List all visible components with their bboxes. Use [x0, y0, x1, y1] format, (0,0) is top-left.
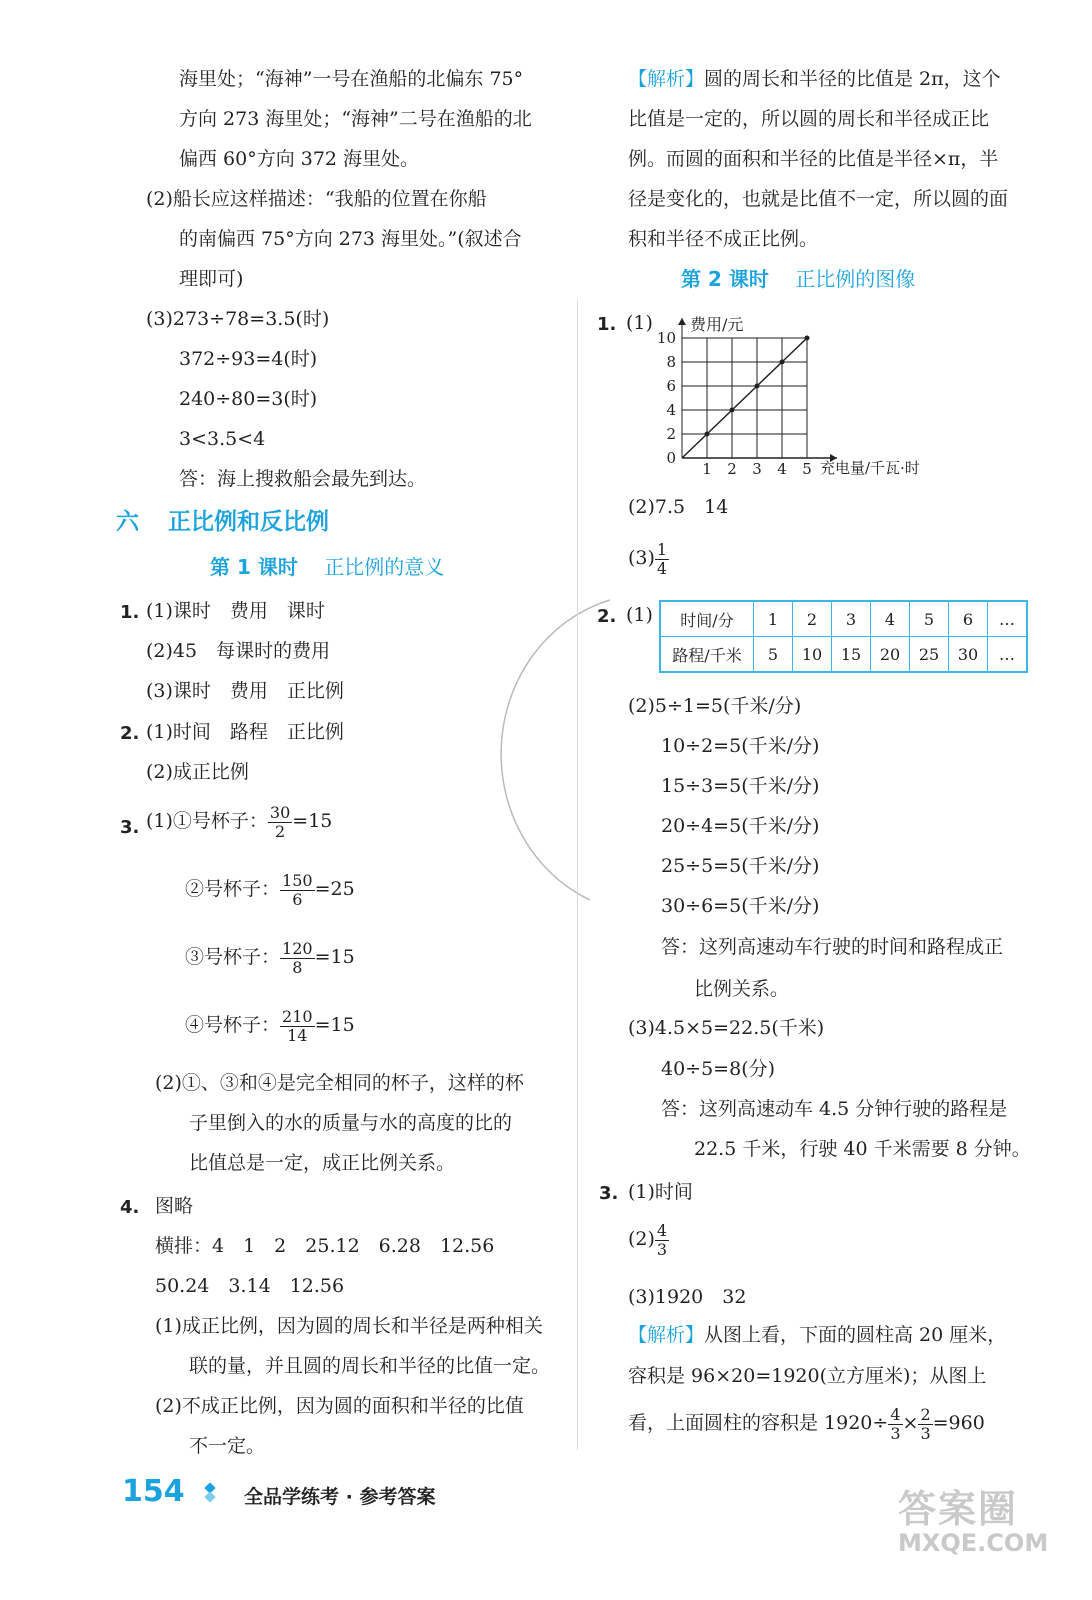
text-line: 10÷2=5(千米/分)	[661, 735, 820, 757]
text-line: 不一定。	[189, 1435, 266, 1457]
x-tick-label: 3	[752, 460, 762, 478]
text-line: 比值总是一定，成正比例关系。	[189, 1152, 456, 1174]
text-line: 偏西 60°方向 372 海里处。	[179, 148, 420, 170]
y-axis-arrow	[678, 318, 686, 325]
diamond-icon	[200, 1482, 222, 1504]
table-cell: 4	[871, 601, 910, 637]
text-line: (2)成正比例	[146, 761, 249, 783]
question-number: 2.	[597, 606, 617, 627]
question-number: 1.	[597, 314, 617, 335]
question-number: 1.	[120, 602, 140, 623]
question-number: 2.	[120, 723, 140, 744]
y-tick-label: 10	[656, 329, 676, 347]
x-tick-label: 5	[802, 460, 812, 478]
y-tick-label: 6	[666, 377, 676, 395]
table-cell: 6	[949, 601, 988, 637]
text-line: 子里倒入的水的质量与水的高度的比的	[189, 1112, 513, 1134]
table-cell: …	[988, 637, 1028, 673]
table-cell: 20	[871, 637, 910, 673]
text-line: 22.5 千米，行驶 40 千米需要 8 分钟。	[694, 1138, 1031, 1160]
table-cell: 3	[832, 601, 871, 637]
fraction: $\frac{120}{8}$	[282, 939, 313, 977]
lesson-title: 正比例的意义	[324, 555, 445, 579]
lesson-number: 第 2 课时	[681, 267, 769, 291]
y-axis-label: 费用/元	[690, 315, 744, 334]
table-cell: 1	[754, 601, 793, 637]
fraction: $\frac{4}{3}$	[656, 1221, 668, 1259]
table-header-cell: 时间/分	[660, 601, 754, 637]
text-line: 20÷4=5(千米/分)	[661, 815, 820, 837]
lesson-heading	[210, 557, 444, 577]
fraction: $\frac{1}{4}$	[656, 540, 668, 578]
table-cell: 25	[910, 637, 949, 673]
text-line: 积和半径不成正比例。	[628, 228, 819, 250]
text-line: 25÷5=5(千米/分)	[661, 855, 820, 877]
text-line: (3)273÷78=3.5(时)	[146, 308, 330, 330]
text-line: 372÷93=4(时)	[179, 348, 318, 370]
column-divider	[577, 300, 578, 1450]
data-point	[730, 408, 735, 413]
text-line: 例。而圆的面积和半径的比值是半径×π，半	[628, 148, 999, 170]
y-tick-label: 4	[666, 401, 676, 419]
table-cell: 30	[949, 637, 988, 673]
text-line: 30÷6=5(千米/分)	[661, 895, 820, 917]
time-distance-table	[659, 600, 1028, 673]
text-line: (2)船长应这样描述：“我船的位置在你船	[146, 188, 487, 210]
fraction: $\frac{2}{3}$	[920, 1405, 931, 1443]
text-line: 3<3.5<4	[179, 428, 266, 450]
table-cell: 2	[793, 601, 832, 637]
fraction: $\frac{150}{6}$	[282, 871, 313, 909]
text-line: (1)时间 路程 正比例	[146, 721, 344, 743]
text-line: (1)课时 费用 课时	[146, 600, 325, 622]
fraction-line: (3) $\frac{1}{4}$	[628, 540, 668, 578]
table-header-cell: 路程/千米	[660, 637, 754, 673]
text-line: 容积是 96×20=1920(立方厘米)；从图上	[628, 1365, 987, 1387]
text-line: 50.24 3.14 12.56	[155, 1275, 345, 1297]
text-line: 比值是一定的，所以圆的周长和半径成正比	[628, 108, 990, 130]
text-line: (2)①、③和④是完全相同的杯子，这样的杯	[155, 1072, 524, 1094]
fraction: $\frac{210}{14}$	[282, 1007, 313, 1045]
book-title: 全品学练考 · 参考答案	[244, 1486, 436, 1508]
text-line: (2)45 每课时的费用	[146, 640, 331, 662]
x-tick-label: 4	[777, 460, 787, 478]
x-tick-label: 2	[727, 460, 737, 478]
data-point	[780, 360, 785, 365]
text-line: 联的量，并且圆的周长和半径的比值一定。	[189, 1355, 551, 1377]
table-cell: 5	[910, 601, 949, 637]
text-line: 方向 273 海里处；“海神”二号在渔船的北	[179, 108, 532, 130]
text-line: 答：这列高速动车 4.5 分钟行驶的路程是	[661, 1098, 1008, 1120]
text-line: 的南偏西 75°方向 273 海里处。”(叙述合	[179, 228, 522, 250]
watermark: 答案圈 MXQE.COM	[898, 1487, 1049, 1557]
lesson-number: 第 1 课时	[210, 555, 298, 579]
fraction-line: (1)①号杯子： $\frac{30}{2}$ =15	[146, 803, 333, 841]
text-line: 【解析】圆的周长和半径的比值是 2π，这个	[628, 68, 1001, 90]
table-row	[660, 601, 1027, 637]
page-number: 154	[122, 1474, 185, 1509]
text-line: (3)课时 费用 正比例	[146, 680, 344, 702]
data-point	[755, 384, 760, 389]
table-cell: 10	[793, 637, 832, 673]
section-number: 六	[116, 509, 139, 535]
fraction: $\frac{30}{2}$	[269, 803, 291, 841]
text-line: 240÷80=3(时)	[179, 388, 318, 410]
x-axis-label: 充电量/千瓦·时	[820, 459, 920, 477]
y-tick-label: 0	[666, 449, 676, 467]
lesson-heading	[681, 269, 915, 289]
text-line: (3)1920 32	[628, 1286, 747, 1308]
text-line: 图略	[155, 1195, 194, 1217]
question-number: 3.	[599, 1183, 619, 1204]
data-point	[805, 336, 810, 341]
table-row	[660, 637, 1027, 673]
text-line: (2)5÷1=5(千米/分)	[628, 695, 802, 717]
stamp-arc-decoration	[440, 590, 620, 920]
text-line: 横排：4 1 2 25.12 6.28 12.56	[155, 1235, 495, 1257]
fraction-line: (2) $\frac{4}{3}$	[628, 1221, 668, 1259]
data-point	[705, 432, 710, 437]
text-line: (2)7.5 14	[628, 496, 729, 518]
text-line: 比例关系。	[694, 978, 790, 1000]
fraction-line: ④号杯子： $\frac{210}{14}$ =15	[185, 1007, 355, 1045]
text-line: 答：海上搜救船会最先到达。	[179, 468, 427, 490]
text-line: (1)成正比例，因为圆的周长和半径是两种相关	[155, 1315, 543, 1337]
text-line: (1)	[626, 604, 653, 626]
proportion-line-chart	[650, 310, 980, 480]
lesson-title: 正比例的图像	[795, 267, 916, 291]
fraction-line: 看，上面圆柱的容积是 1920÷ $\frac{4}{3}$ × $\frac{2}{3}$ =960	[628, 1405, 985, 1443]
fraction-line: ③号杯子： $\frac{120}{8}$ =15	[185, 939, 355, 977]
text-line: (1)	[626, 312, 653, 334]
text-line: 【解析】从图上看，下面的圆柱高 20 厘米，	[628, 1324, 1007, 1346]
text-line: 答：这列高速动车行驶的时间和路程成正	[661, 936, 1004, 958]
section-title: 正比例和反比例	[168, 509, 329, 535]
x-tick-label: 1	[702, 460, 712, 478]
text-line: (1)时间	[628, 1181, 693, 1203]
text-line: 40÷5=8(分)	[661, 1058, 776, 1080]
text-line: (3)4.5×5=22.5(千米)	[628, 1017, 825, 1039]
text-line: 海里处；“海神”一号在渔船的北偏东 75°	[179, 68, 524, 90]
text-line: 理即可)	[179, 268, 244, 290]
fraction-line: ②号杯子： $\frac{150}{6}$ =25	[185, 871, 355, 909]
text-line: 径是变化的，也就是比值不一定，所以圆的面	[628, 188, 1009, 210]
y-tick-label: 8	[666, 353, 676, 371]
table-cell: 5	[754, 637, 793, 673]
table-cell: …	[988, 601, 1028, 637]
series-line	[682, 338, 807, 458]
y-tick-label: 2	[666, 425, 676, 443]
text-line: (2)不成正比例，因为圆的面积和半径的比值	[155, 1395, 524, 1417]
fraction: $\frac{4}{3}$	[890, 1405, 901, 1443]
table-cell: 15	[832, 637, 871, 673]
text-line: 15÷3=5(千米/分)	[661, 775, 820, 797]
question-number: 3.	[120, 817, 140, 838]
question-number: 4.	[120, 1197, 140, 1218]
